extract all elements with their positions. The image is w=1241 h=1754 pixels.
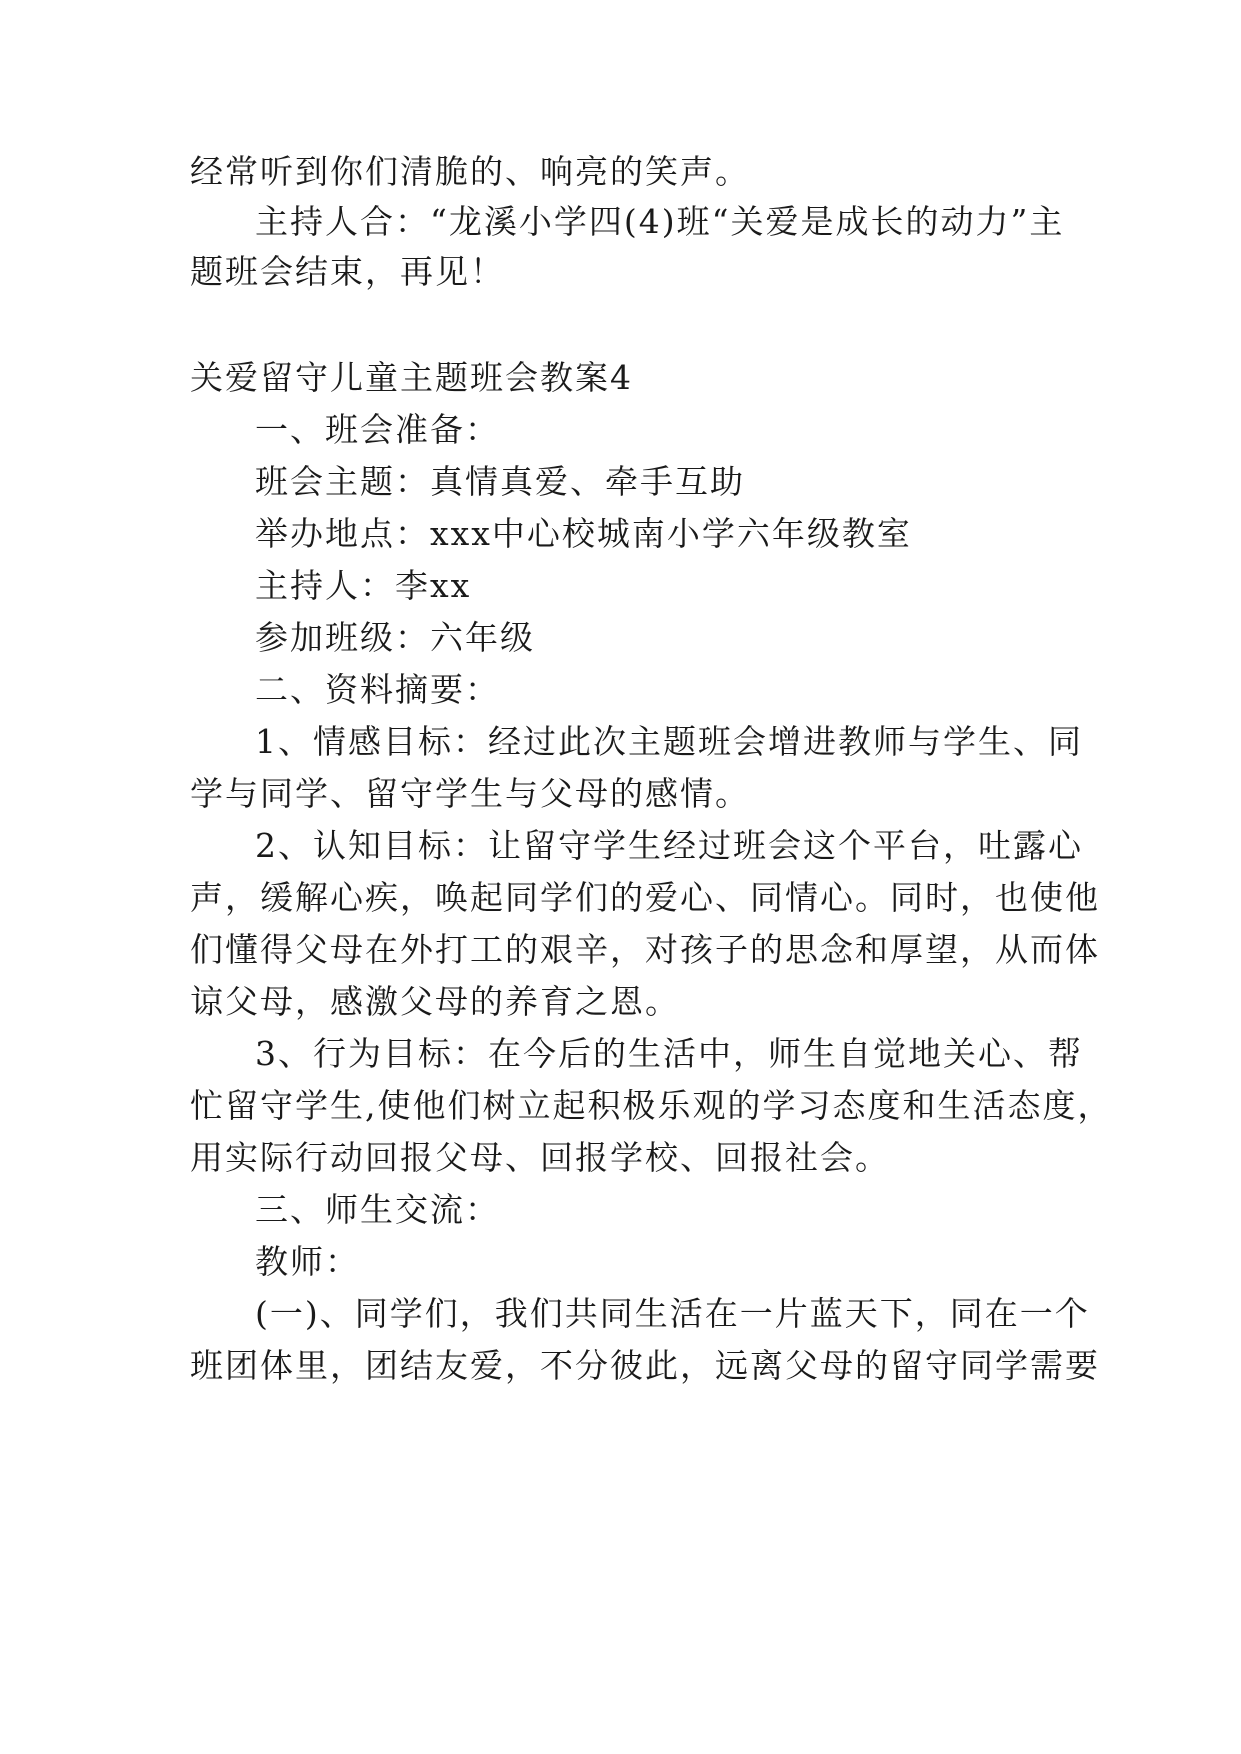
section-title: 关爱留守儿童主题班会教案4 bbox=[190, 358, 633, 397]
text-line: 忙留守学生,使他们树立起积极乐观的学习态度和生活态度， bbox=[190, 1086, 1113, 1125]
text-line: 学与同学、留守学生与父母的感情。 bbox=[190, 774, 750, 813]
text-line: 举办地点：xxx中心校城南小学六年级教室 bbox=[255, 514, 912, 553]
text-line: 经常听到你们清脆的、响亮的笑声。 bbox=[190, 152, 750, 191]
text-line: 用实际行动回报父母、回报学校、回报社会。 bbox=[190, 1138, 890, 1177]
text-line: 声，缓解心疾，唤起同学们的爱心、同情心。同时，也使他 bbox=[190, 878, 1100, 917]
text-line: 主持人合：“龙溪小学四(4)班“关爱是成长的动力”主 bbox=[255, 202, 1065, 241]
text-line: 3、行为目标：在今后的生活中，师生自觉地关心、帮 bbox=[255, 1034, 1083, 1073]
text-line: 教师： bbox=[255, 1242, 360, 1281]
text-line: 谅父母，感激父母的养育之恩。 bbox=[190, 982, 680, 1021]
text-line: 们懂得父母在外打工的艰辛，对孩子的思念和厚望，从而体 bbox=[190, 930, 1100, 969]
text-line: 一、班会准备： bbox=[255, 410, 500, 449]
text-line: 参加班级：六年级 bbox=[255, 618, 535, 657]
text-line: 班会主题：真情真爱、牵手互助 bbox=[255, 462, 745, 501]
text-line: 二、资料摘要： bbox=[255, 670, 500, 709]
text-line: 三、师生交流： bbox=[255, 1190, 500, 1229]
text-line: (一)、同学们，我们共同生活在一片蓝天下，同在一个 bbox=[255, 1294, 1090, 1333]
text-line: 1、情感目标：经过此次主题班会增进教师与学生、同 bbox=[255, 722, 1083, 761]
text-line: 2、认知目标：让留守学生经过班会这个平台，吐露心 bbox=[255, 826, 1083, 865]
text-line: 班团体里，团结友爱，不分彼此，远离父母的留守同学需要 bbox=[190, 1346, 1100, 1385]
text-line: 题班会结束，再见！ bbox=[190, 252, 505, 291]
text-line: 主持人：李xx bbox=[255, 566, 472, 605]
